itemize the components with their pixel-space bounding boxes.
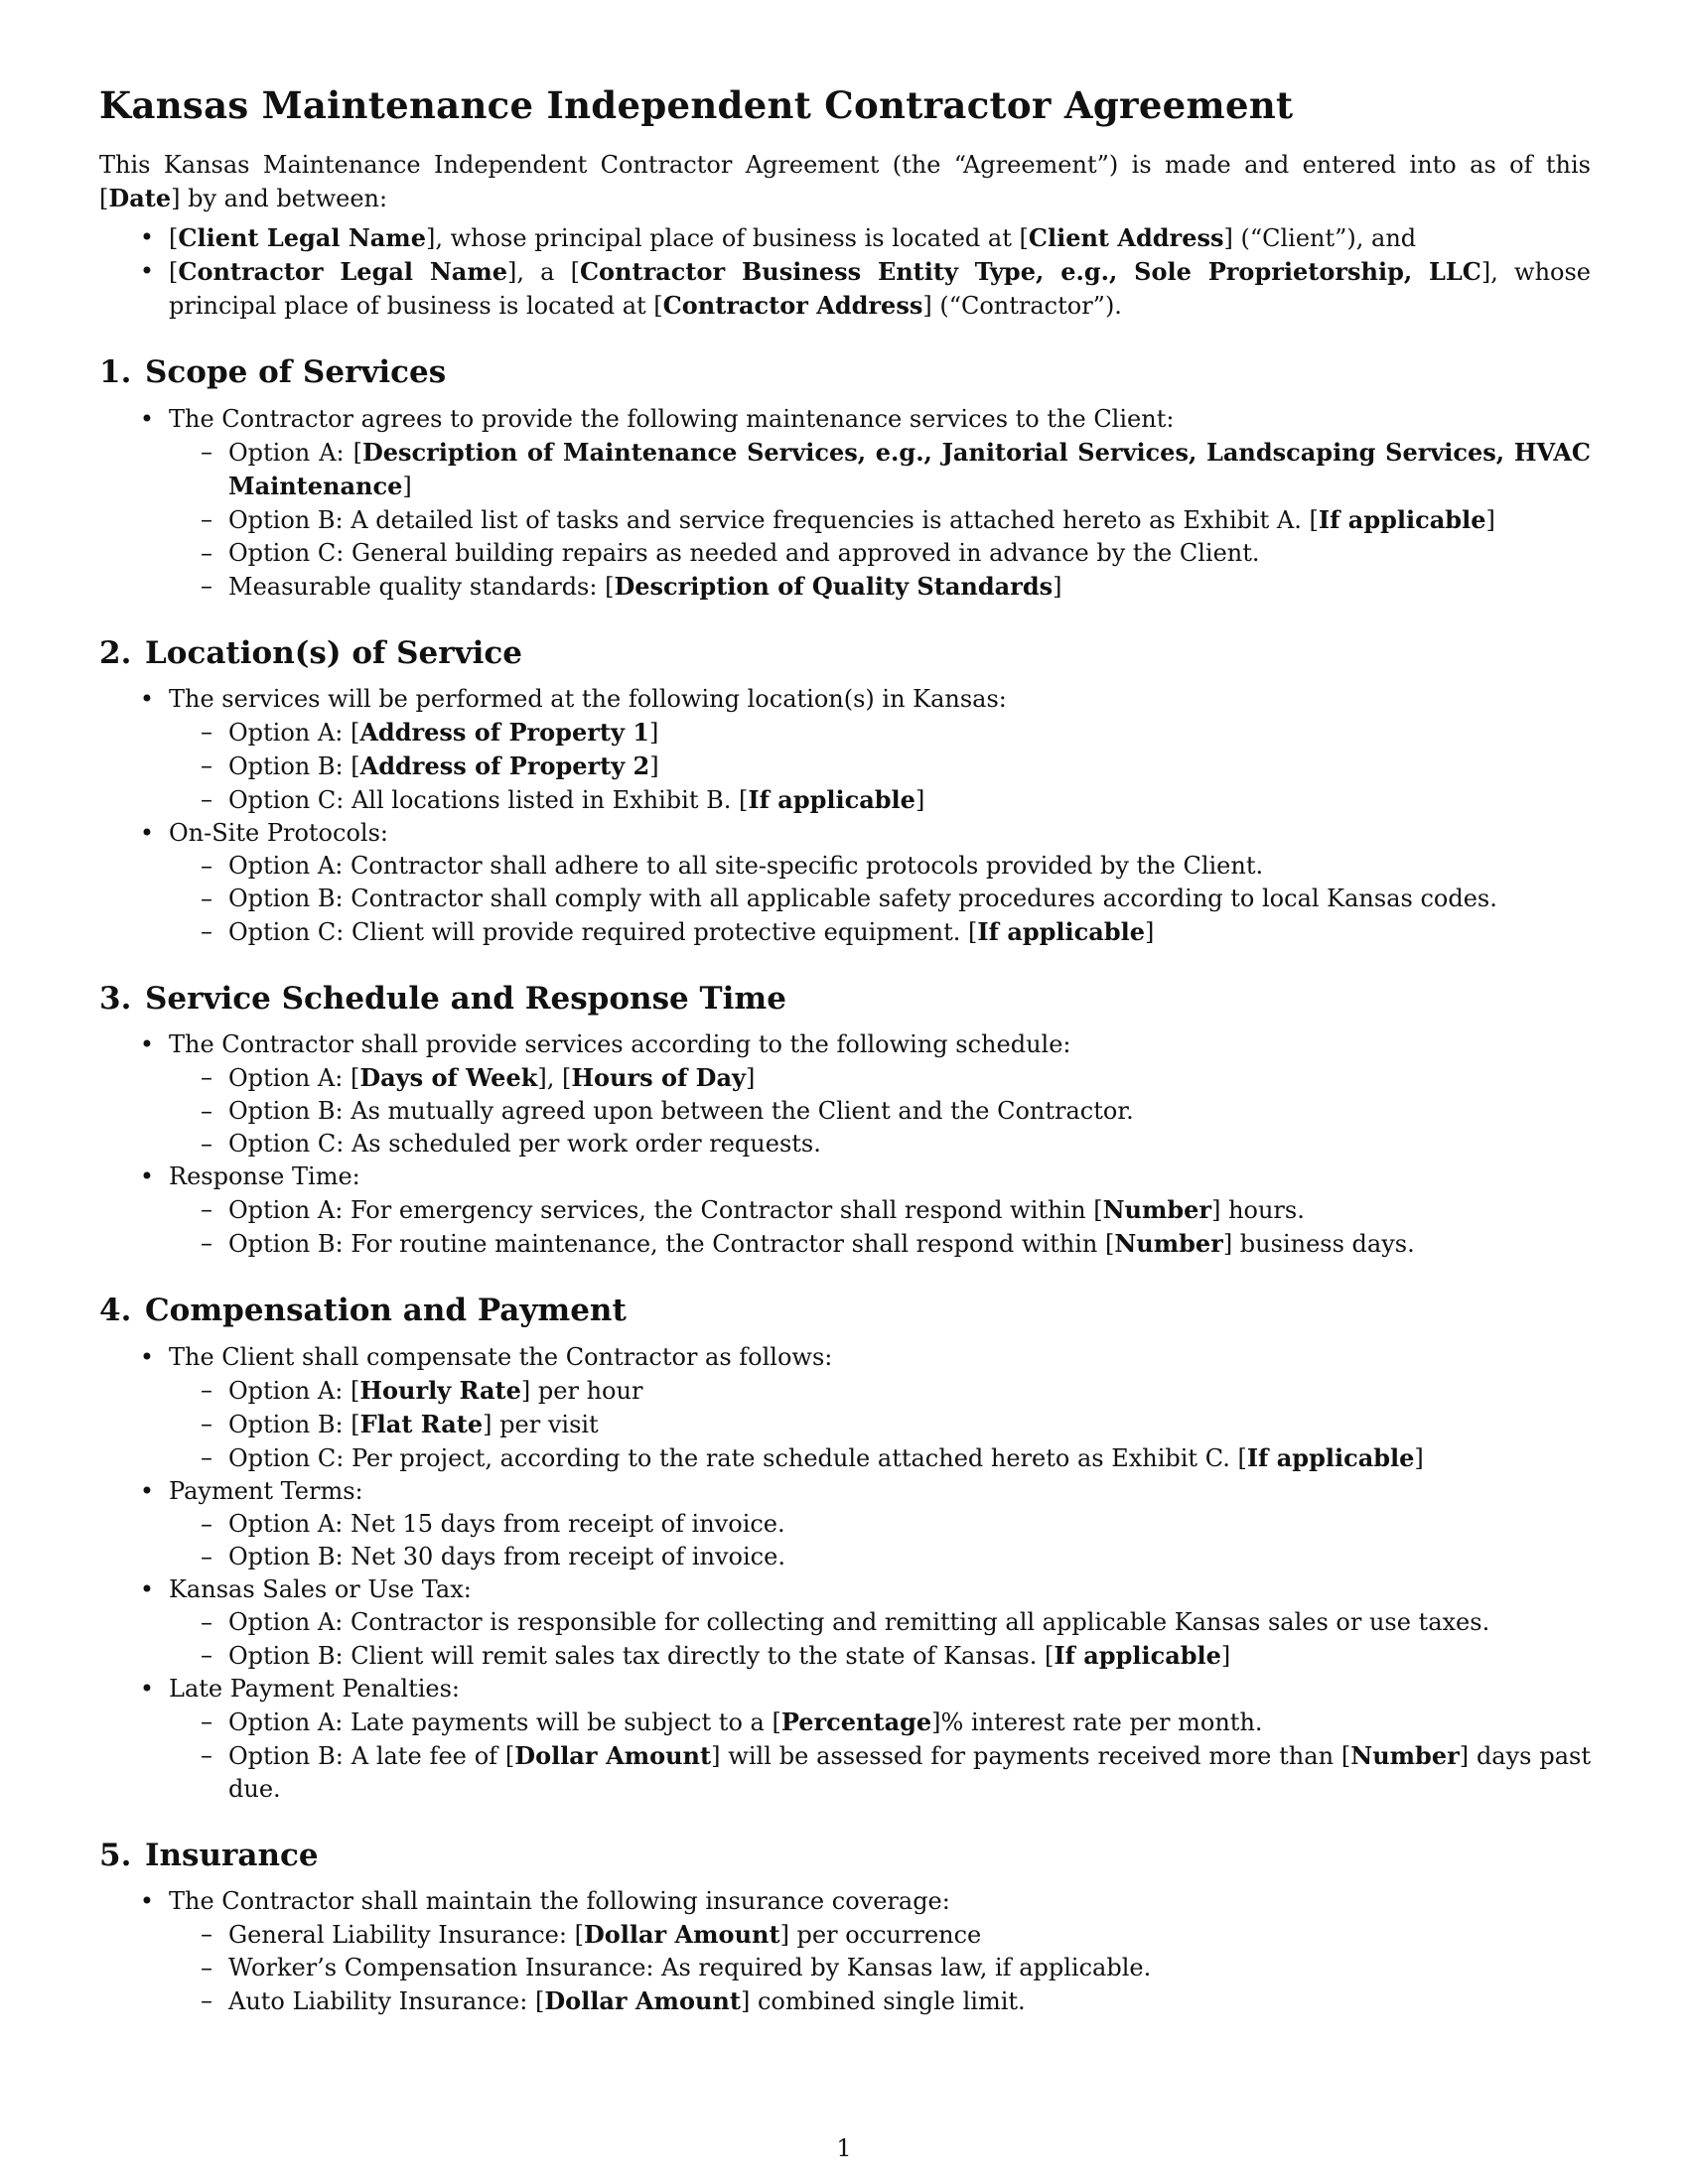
dash-icon: – <box>201 1229 212 1258</box>
dash-icon: – <box>201 1375 212 1404</box>
placeholder: If applicable <box>1054 1640 1221 1670</box>
text: ] <box>1414 1443 1424 1472</box>
party-client <box>99 221 1591 255</box>
section-heading-compensation <box>99 1291 1591 1330</box>
sub-list-item <box>169 1639 1591 1673</box>
dash-icon: – <box>201 571 212 600</box>
placeholder: Dollar Amount <box>514 1740 712 1770</box>
bullet-icon: • <box>139 1674 155 1703</box>
sub-list-item <box>169 537 1591 570</box>
text: [ <box>169 224 179 253</box>
sub-list-item <box>169 1193 1591 1227</box>
list-item-text: Payment Terms: <box>169 1476 363 1505</box>
text: Option A: Contractor shall adhere to all site-specific protocols provided by the Client. <box>228 851 1264 880</box>
text: ], whose principal place of business is located at [ <box>169 258 1591 321</box>
placeholder: Hours of Day <box>571 1063 746 1093</box>
placeholder: Hourly Rate <box>359 1375 521 1405</box>
bullet-icon: • <box>139 257 155 286</box>
section-heading-schedule <box>99 979 1591 1019</box>
text: Option A: [ <box>228 438 362 467</box>
placeholder: Address of Property 2 <box>359 751 650 780</box>
insurance-list <box>99 1885 1591 2018</box>
page-number: 1 <box>836 2134 852 2162</box>
list-item-text: Late Payment Penalties: <box>169 1674 460 1703</box>
document-title: Kansas Maintenance Independent Contractor Agreement <box>99 83 1294 127</box>
sub-list-item <box>169 1227 1591 1261</box>
dash-icon: – <box>201 1985 212 2014</box>
section-heading-scope <box>99 352 1591 392</box>
sub-list-item <box>169 1061 1591 1095</box>
bullet-icon: • <box>139 404 155 433</box>
dash-icon: – <box>201 717 212 746</box>
list-item <box>99 1160 1591 1261</box>
placeholder: Days of Week <box>359 1063 538 1093</box>
text: [ <box>169 258 179 287</box>
dash-icon: – <box>201 1097 212 1126</box>
text: Option A: Contractor is responsible for collecting and remitting all applicable Kansas sales or use taxes. <box>228 1607 1490 1636</box>
dash-icon: – <box>201 851 212 880</box>
text: Option A: [ <box>228 1376 360 1405</box>
list-item-text: The Contractor agrees to provide the following maintenance services to the Client: <box>169 404 1175 433</box>
text: ] (“Contractor”). <box>922 292 1122 321</box>
text: ] will be assessed for payments received more than [ <box>711 1741 1351 1770</box>
text: ] per hour <box>520 1376 643 1405</box>
text: Option B: Net 30 days from receipt of invoice. <box>228 1542 785 1570</box>
text: ] <box>1220 1641 1231 1670</box>
sub-list-item <box>169 1706 1591 1739</box>
list-item <box>99 817 1591 949</box>
text: Option A: [ <box>228 1064 360 1093</box>
section-heading-insurance <box>99 1836 1591 1875</box>
bullet-icon: • <box>139 1886 155 1915</box>
sub-list <box>169 850 1591 949</box>
sub-list-item <box>169 570 1591 604</box>
text: Option C: Per project, according to the rate schedule attached hereto as Exhibit C. [ <box>228 1443 1247 1472</box>
section-title: Location(s) of Service <box>145 634 522 671</box>
intro-text-end: ] by and between: <box>171 185 388 213</box>
dash-icon: – <box>201 1509 212 1538</box>
list-item <box>99 1573 1591 1673</box>
text: Option B: A detailed list of tasks and service frequencies is attached hereto as Exhibit A. [ <box>228 505 1319 534</box>
text: Option A: [ <box>228 718 360 747</box>
text: ] (“Client”), and <box>1223 224 1417 253</box>
client-address-placeholder: Client Address <box>1028 223 1224 253</box>
placeholder: Description of Quality Standards <box>614 571 1054 601</box>
placeholder: If applicable <box>1246 1442 1415 1472</box>
placeholder: Percentage <box>780 1706 932 1736</box>
parties-list <box>99 221 1591 323</box>
section-number: 4. <box>99 1293 132 1329</box>
placeholder: Number <box>1350 1740 1460 1770</box>
party-contractor <box>99 255 1591 323</box>
text: ] <box>1053 572 1062 601</box>
dash-icon: – <box>201 437 212 466</box>
text: Option B: For routine maintenance, the Contractor shall respond within [ <box>228 1230 1115 1259</box>
list-item <box>99 403 1591 604</box>
text: Option C: All locations listed in Exhibit B. [ <box>228 785 749 814</box>
sub-list-item <box>169 1541 1591 1573</box>
bullet-icon: • <box>139 1342 155 1371</box>
dash-icon: – <box>201 1919 212 1948</box>
dash-icon: – <box>201 504 212 533</box>
bullet-icon: • <box>139 1476 155 1505</box>
text: ] hours. <box>1211 1196 1305 1225</box>
text: ] combined single limit. <box>740 1986 1026 2015</box>
sub-list <box>169 1918 1591 2018</box>
list-item-text: The Client shall compensate the Contractor as follows: <box>169 1342 833 1371</box>
sub-list-item <box>169 850 1591 883</box>
bullet-icon: • <box>139 223 155 252</box>
sub-list-item <box>169 883 1591 915</box>
text: ] <box>649 751 659 780</box>
text: Option B: Client will remit sales tax directly to the state of Kansas. [ <box>228 1641 1055 1670</box>
text: Option C: As scheduled per work order requests. <box>228 1130 821 1159</box>
section-number: 3. <box>99 980 132 1017</box>
placeholder: Number <box>1114 1229 1223 1259</box>
list-item <box>99 1475 1591 1573</box>
dash-icon: – <box>201 1740 212 1769</box>
sub-list-item <box>169 1128 1591 1160</box>
bullet-icon: • <box>139 1030 155 1059</box>
bullet-icon: • <box>139 684 155 713</box>
text: Option C: General building repairs as needed and approved in advance by the Client. <box>228 538 1260 567</box>
sub-list <box>169 1706 1591 1806</box>
sub-list-item <box>169 436 1591 503</box>
list-item-text: On-Site Protocols: <box>169 818 388 847</box>
sub-list-item <box>169 1739 1591 1806</box>
list-item-text: Response Time: <box>169 1162 360 1191</box>
sub-list-item <box>169 915 1591 949</box>
dash-icon: – <box>201 884 212 912</box>
list-item-text: The Contractor shall maintain the following insurance coverage: <box>169 1886 950 1915</box>
text: Option B: As mutually agreed upon between the Client and the Contractor. <box>228 1097 1134 1126</box>
dash-icon: – <box>201 1542 212 1570</box>
list-item <box>99 1028 1591 1160</box>
list-item <box>99 1885 1591 2018</box>
text: ] days past due. <box>228 1741 1591 1803</box>
list-item <box>99 1341 1591 1475</box>
placeholder: Dollar Amount <box>583 1919 780 1949</box>
section-number: 5. <box>99 1837 132 1873</box>
text: ] <box>745 1064 756 1093</box>
text: ] <box>402 472 412 500</box>
list-item-text: The Contractor shall provide services according to the following schedule: <box>169 1030 1071 1059</box>
placeholder: Number <box>1102 1195 1212 1225</box>
sub-list-item <box>169 750 1591 783</box>
text: ] per occurrence <box>779 1920 982 1949</box>
list-item-text: The services will be performed at the following location(s) in Kansas: <box>169 684 1007 713</box>
dash-icon: – <box>201 916 212 945</box>
text: ] <box>914 785 925 814</box>
contractor-address-placeholder: Contractor Address <box>662 291 923 321</box>
sub-list <box>169 1193 1591 1261</box>
dash-icon: – <box>201 751 212 779</box>
dash-icon: – <box>201 1953 212 1981</box>
sub-list-item <box>169 1095 1591 1128</box>
text: General Liability Insurance: [ <box>228 1920 584 1949</box>
sub-list <box>169 436 1591 604</box>
dash-icon: – <box>201 1063 212 1092</box>
text: Option B: Contractor shall comply with all applicable safety procedures according to local Kansas codes. <box>228 884 1497 912</box>
text: Option A: For emergency services, the Contractor shall respond within [ <box>228 1196 1103 1225</box>
sub-list <box>169 1508 1591 1573</box>
sub-list-item <box>169 1441 1591 1475</box>
placeholder: Dollar Amount <box>544 1985 741 2015</box>
contractor-name-placeholder: Contractor Legal Name <box>178 257 508 287</box>
placeholder: If applicable <box>1318 504 1486 534</box>
sub-list-item <box>169 1374 1591 1408</box>
document-page <box>99 83 1591 2018</box>
sub-list <box>169 1606 1591 1673</box>
section-title: Insurance <box>145 1837 319 1873</box>
sub-list-item <box>169 1952 1591 1984</box>
text: ], [ <box>537 1064 572 1093</box>
sub-list-item <box>169 1606 1591 1639</box>
text: ] <box>1485 505 1495 534</box>
dash-icon: – <box>201 1409 212 1437</box>
sub-list-item <box>169 503 1591 537</box>
intro-text: This Kansas Maintenance Independent Contractor Agreement (the “Agreement”) is made and entered into as of this [ <box>99 151 1591 213</box>
schedule-list <box>99 1028 1591 1261</box>
sub-list-item <box>169 1508 1591 1541</box>
compensation-list <box>99 1341 1591 1806</box>
dash-icon: – <box>201 1195 212 1224</box>
text: ] <box>1145 917 1155 946</box>
text: Option B: [ <box>228 751 360 780</box>
placeholder: If applicable <box>748 784 915 814</box>
dash-icon: – <box>201 1130 212 1159</box>
dash-icon: – <box>201 1706 212 1735</box>
text: Option B: A late fee of [ <box>228 1741 515 1770</box>
section-title: Scope of Services <box>145 354 447 391</box>
location-list <box>99 683 1591 949</box>
text: ]% interest rate per month. <box>931 1707 1263 1736</box>
placeholder: Flat Rate <box>359 1409 484 1438</box>
sub-list-item <box>169 716 1591 750</box>
sub-list-item <box>169 1918 1591 1952</box>
placeholder: Address of Property 1 <box>359 717 649 747</box>
section-heading-location <box>99 633 1591 673</box>
text: Option A: Late payments will be subject to a [ <box>228 1707 781 1736</box>
dash-icon: – <box>201 1607 212 1636</box>
text: Measurable quality standards: [ <box>228 572 615 601</box>
sub-list <box>169 1061 1591 1160</box>
text: ], a [ <box>507 258 580 287</box>
list-item-text: Kansas Sales or Use Tax: <box>169 1574 472 1603</box>
bullet-icon: • <box>139 1162 155 1191</box>
placeholder: Description of Maintenance Services, e.g., Janitorial Services, Landscaping Services, HVAC Maintenance <box>228 437 1591 500</box>
text: ] business days. <box>1222 1230 1415 1259</box>
sub-list <box>169 716 1591 817</box>
text: Option A: Net 15 days from receipt of invoice. <box>228 1509 785 1538</box>
text: Worker’s Compensation Insurance: As required by Kansas law, if applicable. <box>228 1953 1152 1981</box>
text: Option B: [ <box>228 1410 360 1438</box>
section-title: Service Schedule and Response Time <box>145 980 786 1017</box>
list-item <box>99 1673 1591 1806</box>
section-number: 1. <box>99 354 132 391</box>
dash-icon: – <box>201 1442 212 1471</box>
text: Option C: Client will provide required protective equipment. [ <box>228 917 978 946</box>
sub-list-item <box>169 1984 1591 2018</box>
scope-list <box>99 403 1591 604</box>
text: Auto Liability Insurance: [ <box>228 1986 545 2015</box>
section-title: Compensation and Payment <box>145 1293 627 1329</box>
dash-icon: – <box>201 784 212 813</box>
bullet-icon: • <box>139 1574 155 1603</box>
sub-list-item <box>169 1408 1591 1441</box>
placeholder: If applicable <box>977 916 1145 946</box>
contractor-entity-placeholder: Contractor Business Entity Type, e.g., Sole Proprietorship, LLC <box>579 257 1481 287</box>
bullet-icon: • <box>139 818 155 847</box>
text: ], whose principal place of business is located at [ <box>425 224 1029 253</box>
dash-icon: – <box>201 1640 212 1669</box>
text: ] <box>648 718 659 747</box>
sub-list-item <box>169 783 1591 817</box>
section-number: 2. <box>99 634 132 671</box>
text: ] per visit <box>483 1410 599 1438</box>
dash-icon: – <box>201 538 212 567</box>
list-item <box>99 683 1591 817</box>
intro-paragraph <box>99 149 1591 215</box>
date-placeholder: Date <box>108 184 172 213</box>
sub-list <box>169 1374 1591 1475</box>
client-name-placeholder: Client Legal Name <box>178 223 426 253</box>
